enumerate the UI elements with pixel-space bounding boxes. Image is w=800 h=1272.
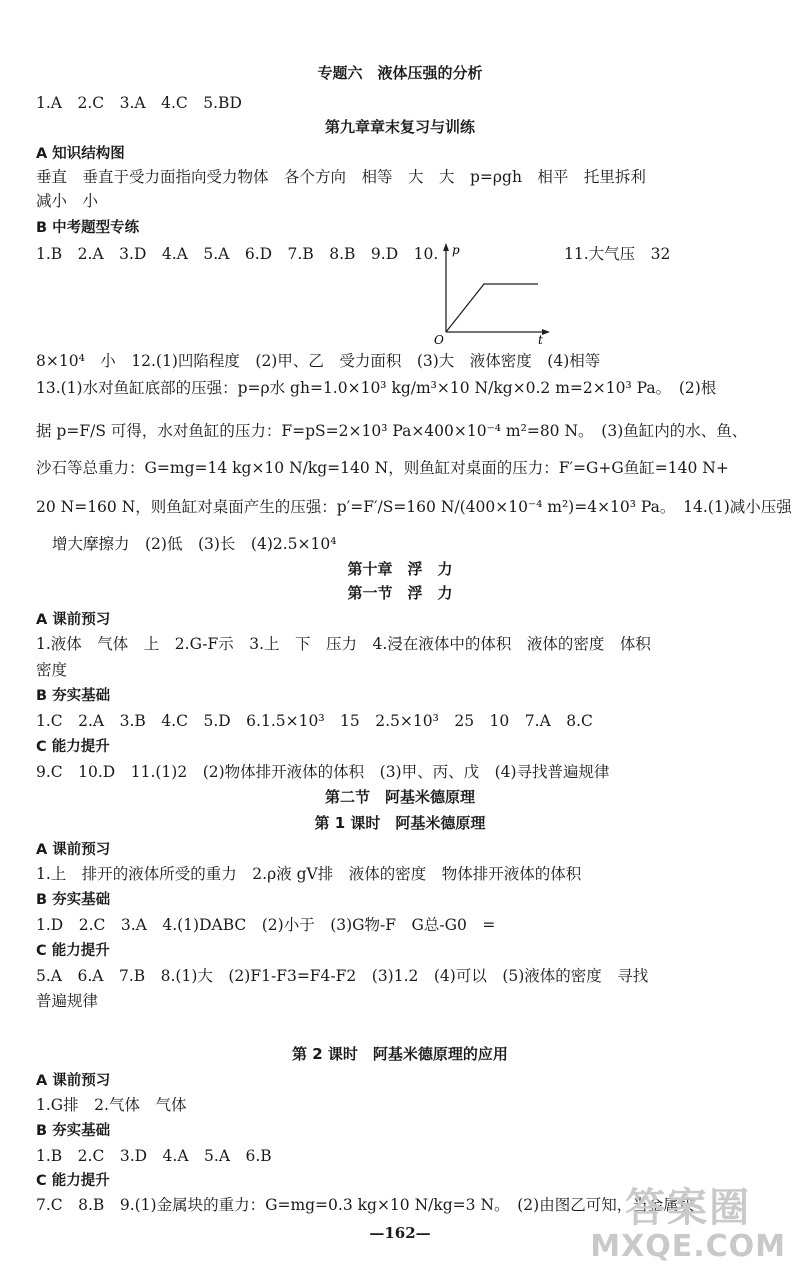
- answer-line: 据 p=F/S 可得，水对鱼缸的压力：F=pS=2×10³ Pa×400×10⁻⁴ m²=80 N。 (3)鱼缸内的水、鱼、: [36, 422, 748, 440]
- chapter-review-title: 第九章章末复习与训练: [324, 118, 475, 136]
- lesson-title: 第 2 课时 阿基米德原理的应用: [292, 1045, 508, 1063]
- subsection-heading: B 夯实基础: [36, 892, 111, 908]
- answer-line: 1.C 2.A 3.B 4.C 5.D 6.1.5×10³ 15 2.5×10³ 25 10 7.A 8.C: [36, 712, 593, 730]
- subsection-heading: A 课前预习: [36, 842, 111, 858]
- subsection-heading: C 能力提升: [36, 943, 110, 959]
- y-axis-arrow: [443, 243, 449, 251]
- answer-line: 8×10⁴ 小 12.(1)凹陷程度 (2)甲、乙 受力面积 (3)大 液体密度 (4)相等: [36, 352, 601, 370]
- pressure-curve: [446, 284, 538, 332]
- section-title: 专题六 液体压强的分析: [317, 64, 483, 82]
- watermark-line2: MXQE.COM: [590, 1229, 786, 1264]
- subsection-heading: C 能力提升: [36, 1173, 110, 1189]
- chapter-title: 第十章 浮 力: [347, 560, 453, 578]
- subsection-heading: A 课前预习: [36, 612, 111, 628]
- section-title: 第一节 浮 力: [347, 584, 453, 602]
- answer-line: 1.液体 气体 上 2.G-F示 3.上 下 压力 4.浸在液体中的体积 液体的密度 体积: [36, 635, 651, 653]
- x-axis-arrow: [542, 329, 550, 335]
- answer-line: 密度: [36, 661, 68, 679]
- answer-line: 1.B 2.C 3.D 4.A 5.A 6.B: [36, 1147, 272, 1165]
- answer-line: 减小 小: [36, 192, 99, 210]
- answer-line: 13.(1)水对鱼缸底部的压强：p=ρ水 gh=1.0×10³ kg/m³×10 N/kg×0.2 m=2×10³ Pa。 (2)根: [36, 379, 717, 397]
- y-axis-label: p: [452, 243, 460, 257]
- lesson-title: 第 1 课时 阿基米德原理: [314, 814, 486, 832]
- answer-line: 1.G排 2.气体 气体: [36, 1096, 187, 1114]
- subsection-heading: B 夯实基础: [36, 1123, 111, 1139]
- subsection-heading: A 知识结构图: [36, 146, 125, 162]
- answer-line: 20 N=160 N，则鱼缸对桌面产生的压强：p′=F′/S=160 N/(400×10⁻⁴ m²)=4×10³ Pa。 14.(1)减小压强: [36, 498, 792, 516]
- origin-label: O: [434, 333, 444, 344]
- subsection-heading: C 能力提升: [36, 739, 110, 755]
- answer-line: 1.上 排开的液体所受的重力 2.ρ液 gV排 液体的密度 物体排开液体的体积: [36, 865, 582, 883]
- subsection-heading: B 夯实基础: [36, 688, 111, 704]
- page-number: —162—: [369, 1224, 431, 1242]
- pressure-time-graph: [426, 240, 558, 344]
- answer-line: 1.A 2.C 3.A 4.C 5.BD: [36, 94, 242, 112]
- answer-line: 垂直 垂直于受力面指向受力物体 各个方向 相等 大 大 p=ρgh 相平 托里拆利: [36, 168, 646, 186]
- answer-line: 增大摩擦力 (2)低 (3)长 (4)2.5×10⁴: [52, 535, 337, 553]
- answer-line: 7.C 8.B 9.(1)金属块的重力：G=mg=0.3 kg×10 N/kg=3 N。 (2)由图乙可知，当金属块: [36, 1196, 695, 1214]
- answer-line: 5.A 6.A 7.B 8.(1)大 (2)F1-F3=F4-F2 (3)1.2 (4)可以 (5)液体的密度 寻找: [36, 967, 649, 985]
- answer-line: 11.大气压 32: [564, 245, 671, 263]
- answer-line: 普遍规律: [36, 992, 99, 1010]
- answer-line: 1.D 2.C 3.A 4.(1)DABC (2)小于 (3)G物-F G总-G0 =: [36, 916, 496, 934]
- section-title: 第二节 阿基米德原理: [324, 788, 475, 806]
- watermark-line1: 答案圈: [625, 1185, 752, 1231]
- answer-line: 9.C 10.D 11.(1)2 (2)物体排开液体的体积 (3)甲、丙、戊 (4)寻找普遍规律: [36, 763, 610, 781]
- answer-line: 沙石等总重力：G=mg=14 kg×10 N/kg=140 N，则鱼缸对桌面的压力：F′=G+G鱼缸=140 N+: [36, 459, 729, 477]
- subsection-heading: A 课前预习: [36, 1073, 111, 1089]
- answer-line: 1.B 2.A 3.D 4.A 5.A 6.D 7.B 8.B 9.D 10.: [36, 245, 439, 263]
- x-axis-label: t: [538, 333, 543, 344]
- subsection-heading: B 中考题型专练: [36, 220, 140, 236]
- watermark-logo: [590, 1185, 786, 1264]
